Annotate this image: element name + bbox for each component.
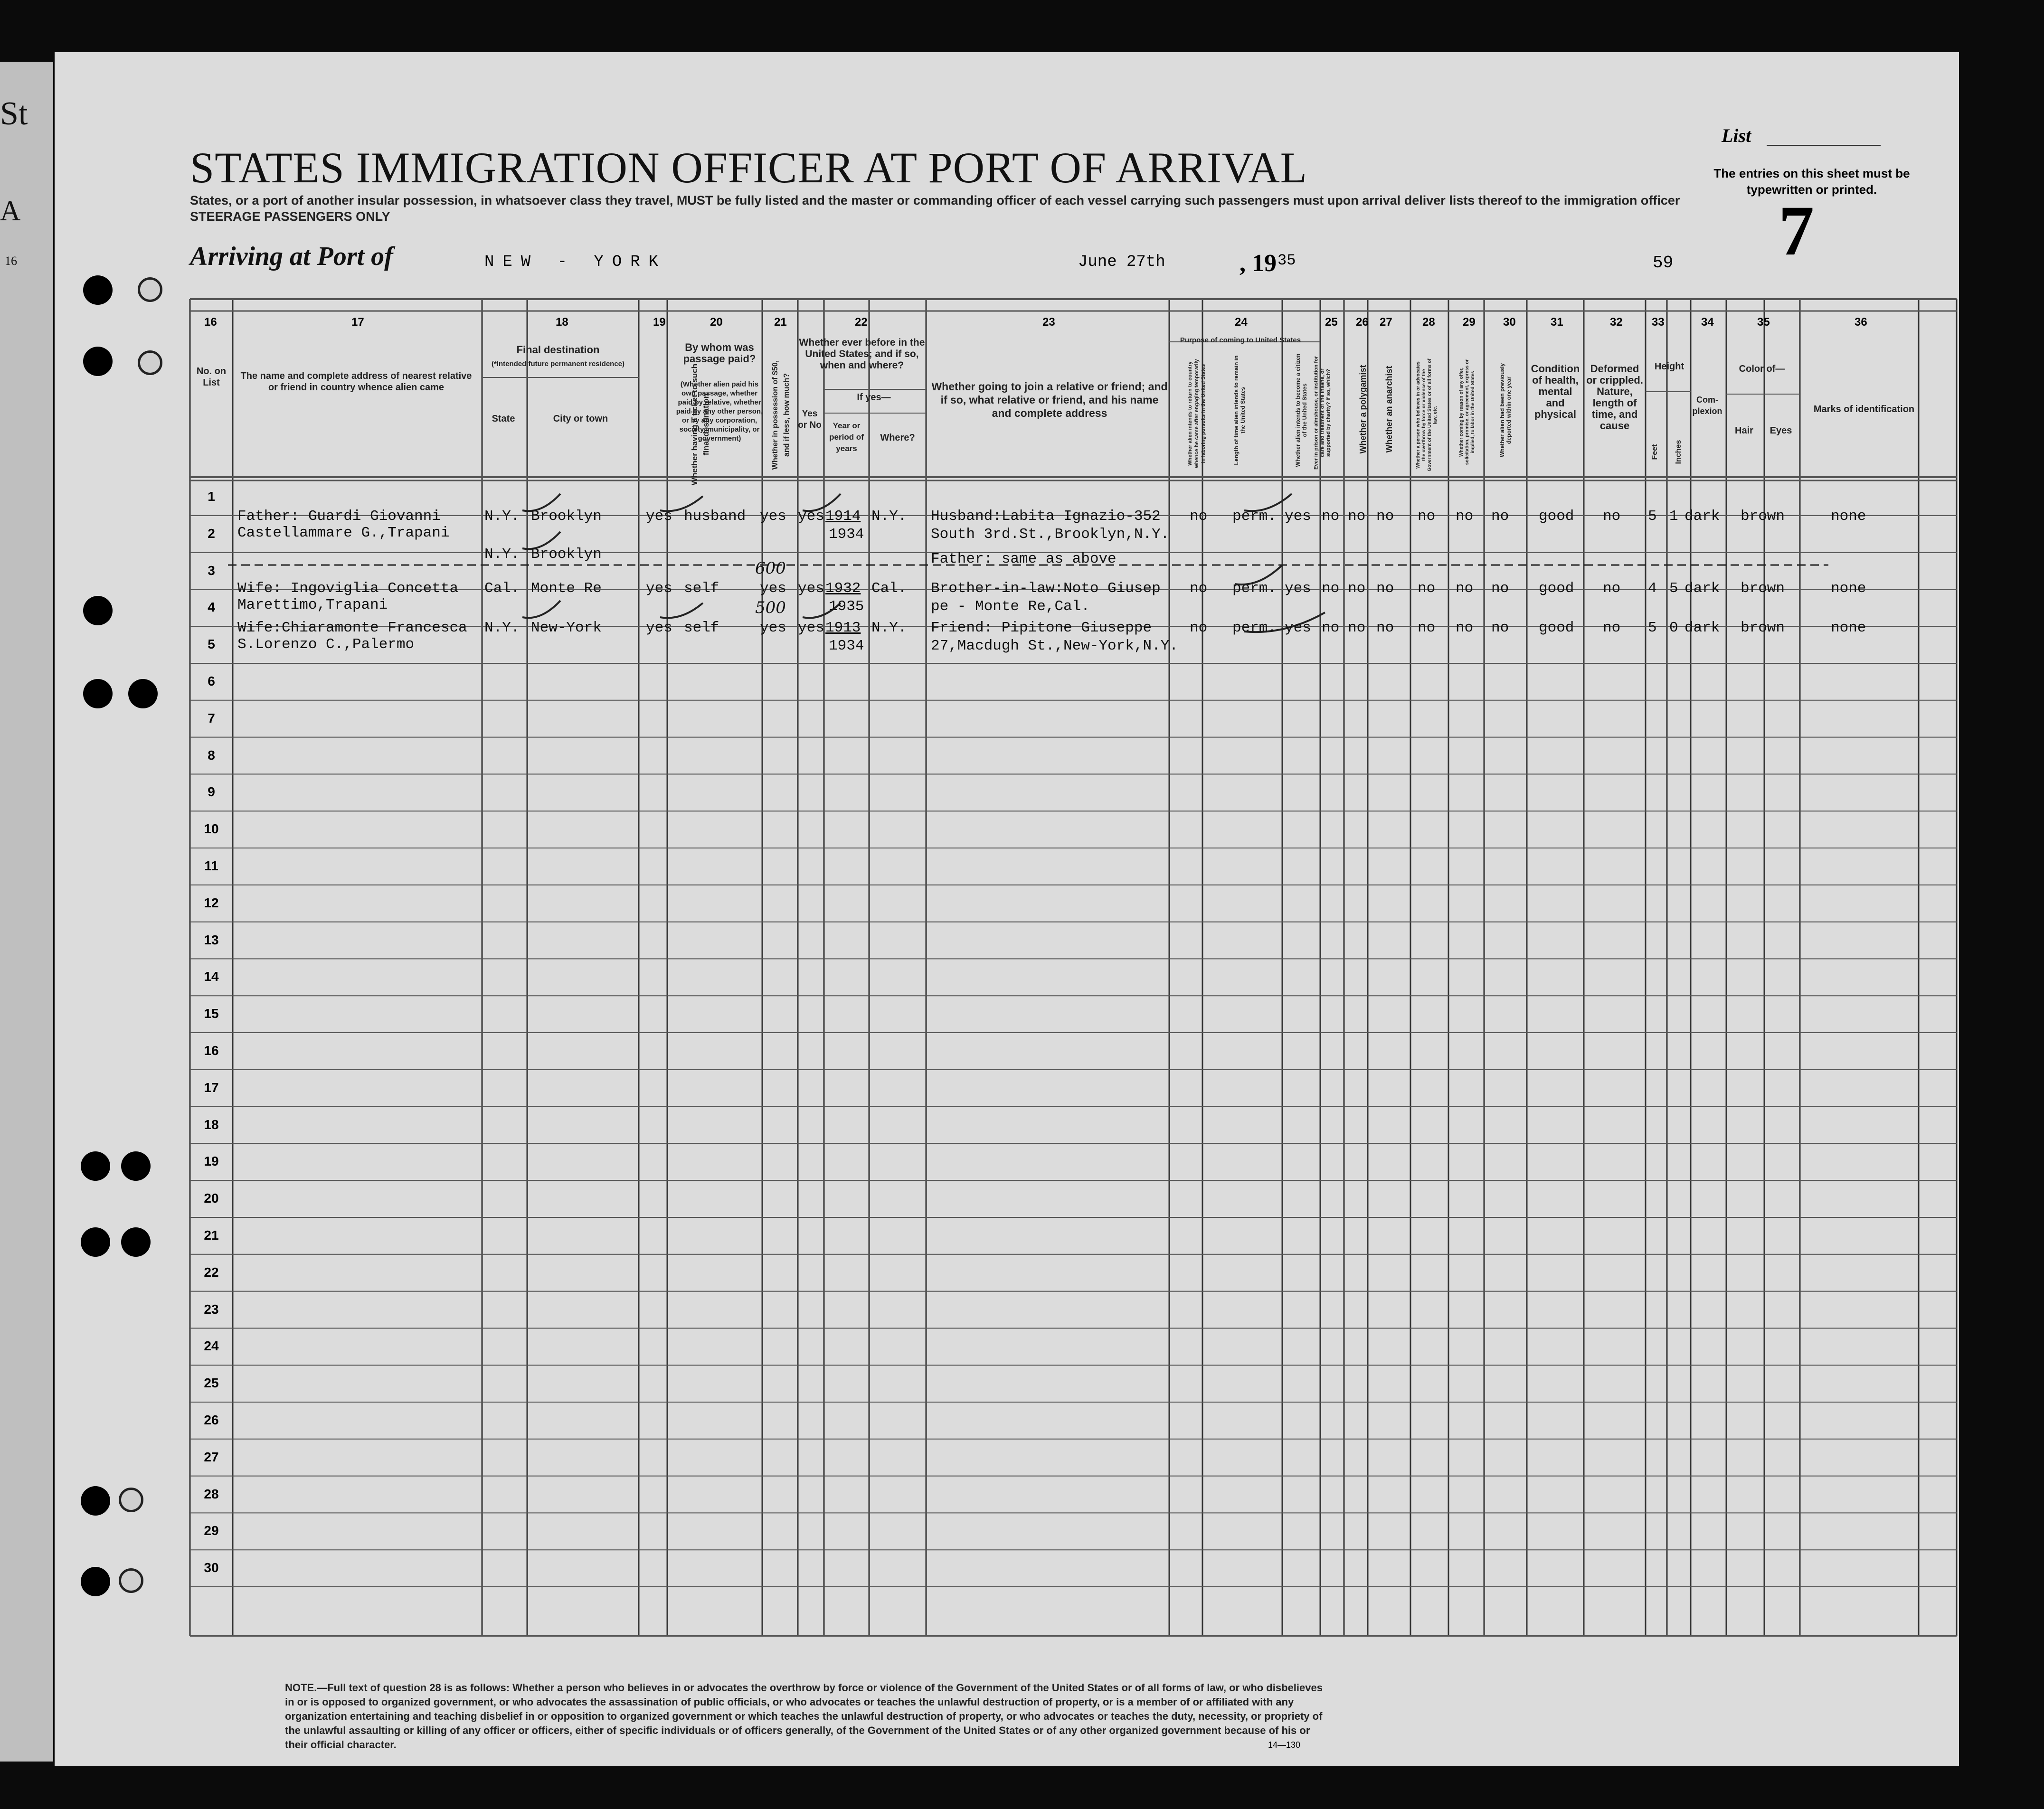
- row-number: 11: [204, 858, 218, 873]
- row-number: 1: [208, 489, 215, 504]
- header-yes-no: Yes or No: [798, 409, 822, 430]
- column-number: 24: [1235, 316, 1248, 329]
- city-cell: Brooklyn: [531, 546, 602, 563]
- row-number: 21: [204, 1228, 219, 1243]
- health-cell: good: [1539, 508, 1574, 525]
- header-final-destination-note: (*Intended future permanent residence): [491, 360, 625, 368]
- possession-cell: yes: [760, 580, 786, 597]
- city-cell: Brooklyn: [531, 508, 602, 525]
- relative-line-1: Father: Guardi Giovanni: [237, 508, 441, 525]
- where-cell: Cal.: [871, 580, 907, 597]
- column-number: 17: [351, 316, 364, 329]
- row-number: 2: [208, 526, 215, 541]
- prison-cell: no: [1322, 580, 1340, 597]
- row-number: 6: [208, 674, 215, 688]
- citizen-cell: yes: [1285, 620, 1311, 636]
- header-no-on-list: No. on List: [196, 366, 227, 388]
- before-cell: yes: [798, 508, 824, 525]
- header-year-period: Year or period of years: [829, 421, 864, 453]
- header-health: Condition of health, mental and physical: [1531, 363, 1580, 420]
- amount-note: 600: [755, 559, 786, 578]
- row-number: 5: [208, 637, 215, 652]
- deported-cell: no: [1491, 620, 1509, 636]
- header-polygamist: Whether a polygamist: [1358, 365, 1368, 454]
- offer-cell: no: [1456, 580, 1474, 597]
- arrival-date: June 27th: [1078, 253, 1165, 271]
- header-color-of: Color of—: [1739, 364, 1785, 374]
- where-cell: N.Y.: [871, 620, 907, 636]
- header-inches: Inches: [1675, 440, 1683, 464]
- header-deported: Whether alien had been previously deported within one year: [1499, 363, 1512, 458]
- deformed-cell: no: [1603, 508, 1621, 525]
- where-cell: N.Y.: [871, 508, 907, 525]
- year-from-cell: 1932: [825, 580, 861, 597]
- row-number: 23: [204, 1301, 219, 1317]
- edge-fragment: 16: [5, 254, 17, 268]
- inches-cell: 0: [1669, 620, 1678, 636]
- header-ticket: Whether having a ticket to such final destination: [690, 364, 710, 485]
- steerage-note: STEERAGE PASSENGERS ONLY: [190, 209, 390, 224]
- relative-line-2: Castellammare G.,Trapani: [237, 525, 450, 541]
- header-hair: Hair: [1735, 425, 1753, 436]
- port-name: NEW - YORK: [484, 253, 667, 271]
- row-number: 29: [204, 1523, 219, 1538]
- ticket-cell: yes: [646, 508, 672, 525]
- overthrow-cell: no: [1418, 508, 1436, 525]
- relative-line-1: Wife: Ingoviglia Concetta: [237, 580, 459, 597]
- header-eyes: Eyes: [1770, 425, 1792, 436]
- offer-cell: no: [1456, 620, 1474, 636]
- marks-cell: none: [1831, 508, 1866, 525]
- joining-line-2: pe - Monte Re,Cal.: [931, 598, 1090, 615]
- inches-cell: 1: [1669, 508, 1678, 525]
- amount-note: 500: [755, 598, 786, 617]
- column-number: 29: [1463, 316, 1476, 329]
- hair-cell: brown: [1741, 508, 1785, 525]
- prison-cell: no: [1322, 508, 1340, 525]
- complexion-cell: dark: [1684, 620, 1720, 636]
- header-if-yes: If yes—: [857, 392, 891, 403]
- ticket-cell: yes: [646, 580, 672, 597]
- row-number: 15: [204, 1006, 219, 1021]
- header-overthrow: Whether a person who believes in or advocates the overthrow by force or violence of the Government of the United States or of all forms of law, etc.: [1416, 358, 1438, 471]
- polygamist-cell: no: [1348, 620, 1366, 636]
- row-number: 26: [204, 1413, 219, 1427]
- row-number: 13: [204, 932, 219, 947]
- deported-cell: no: [1491, 580, 1509, 597]
- row-number: 14: [204, 969, 219, 984]
- header-possession: Whether in possession of $50, and if less, how much?: [771, 360, 791, 470]
- column-number: 21: [774, 316, 787, 329]
- overthrow-cell: no: [1418, 620, 1436, 636]
- return-cell: no: [1190, 620, 1208, 636]
- city-cell: New-York: [531, 620, 602, 636]
- passage-paid-cell: husband: [684, 508, 746, 525]
- arriving-label: Arriving at Port of: [190, 242, 393, 271]
- relative-line-2: S.Lorenzo C.,Palermo: [237, 636, 415, 653]
- header-before: Whether ever before in the United States; and if so, when and where?: [799, 337, 925, 371]
- deformed-cell: no: [1603, 620, 1621, 636]
- check-mark: [522, 601, 560, 618]
- row-number: 20: [204, 1191, 219, 1206]
- state-cell: N.Y.: [484, 620, 520, 636]
- year-to-cell: 1934: [829, 526, 864, 543]
- column-number: 16: [204, 316, 217, 329]
- header-passage-note: (Whether alien paid his own passage, whether paid by relative, whether paid by any other person, or by any corporation, society, municipality, or government): [676, 380, 763, 443]
- row-number: 9: [208, 784, 215, 800]
- column-number: 33: [1652, 316, 1665, 329]
- column-number: 28: [1422, 316, 1435, 329]
- return-cell: no: [1190, 580, 1208, 597]
- joining-line-2: South 3rd.St.,Brooklyn,N.Y.: [931, 526, 1170, 543]
- page-title: STATES IMMIGRATION OFFICER AT PORT OF ARRIVAL: [190, 143, 1307, 192]
- relative-line-1: Wife:Chiaramonte Francesca: [237, 620, 467, 636]
- column-number: 26: [1356, 316, 1369, 329]
- header-joining: Whether going to join a relative or friend; and if so, what relative or friend, and his name and complete address: [931, 380, 1168, 419]
- before-cell: yes: [798, 580, 824, 597]
- row-number: 7: [208, 710, 215, 725]
- header-nearest-relative: The name and complete address of nearest relative or friend in country whence alien came: [240, 371, 472, 393]
- feet-cell: 5: [1648, 508, 1657, 525]
- year-suffix: 35: [1278, 252, 1296, 269]
- column-number: 35: [1757, 316, 1770, 329]
- row-number: 10: [204, 821, 219, 837]
- citizen-cell: yes: [1285, 508, 1311, 525]
- row-number: 18: [204, 1117, 219, 1132]
- edge-fragment: St: [0, 95, 28, 132]
- instructions-line: States, or a port of another insular possession, in whatsoever class they travel, MUST be fully listed and the master or commanding officer of each vessel carrying such passengers must upon arrival deliver lists thereof to the immigration officer: [190, 193, 1680, 207]
- polygamist-cell: no: [1348, 580, 1366, 597]
- marks-cell: none: [1831, 580, 1866, 597]
- before-cell: yes: [798, 620, 824, 636]
- offer-cell: no: [1456, 508, 1474, 525]
- column-number: 27: [1380, 316, 1392, 329]
- row-number: 30: [204, 1560, 219, 1575]
- state-cell: N.Y.: [484, 546, 520, 563]
- anarchist-cell: no: [1376, 508, 1394, 525]
- row-number: 28: [204, 1486, 219, 1501]
- header-prison: Ever in prison or almshouse, or institution for care and treatment of the insane, or supported by charity? If so, which?: [1313, 356, 1332, 470]
- complexion-cell: dark: [1684, 508, 1720, 525]
- possession-cell: yes: [760, 620, 786, 636]
- complexion-cell: dark: [1684, 580, 1720, 597]
- header-citizen: Whether alien intends to become a citizen of the United States: [1295, 353, 1308, 467]
- form-number: 14—130: [1268, 1740, 1301, 1750]
- joining-line-1: Brother-in-law:Noto Giusep: [931, 580, 1161, 597]
- return-cell: no: [1190, 508, 1208, 525]
- header-anarchist: Whether an anarchist: [1384, 366, 1394, 453]
- header-deformed: Deformed or crippled. Nature, length of time, and cause: [1586, 363, 1643, 432]
- header-city: City or town: [553, 414, 608, 424]
- row-number: 24: [204, 1338, 219, 1354]
- year-from-cell: 1913: [825, 620, 861, 636]
- state-cell: N.Y.: [484, 508, 520, 525]
- column-number: 32: [1610, 316, 1623, 329]
- overthrow-cell: no: [1418, 580, 1436, 597]
- header-length: Length of time alien intends to remain in the United States: [1233, 355, 1246, 465]
- health-cell: good: [1539, 580, 1574, 597]
- header-purpose: Purpose of coming to United States: [1180, 336, 1301, 344]
- column-number: 36: [1855, 316, 1867, 329]
- year-from-cell: 1914: [825, 508, 861, 525]
- city-cell: Monte Re: [531, 580, 602, 597]
- row-number: 16: [204, 1043, 219, 1058]
- passage-paid-cell: self: [684, 620, 719, 636]
- column-number: 25: [1325, 316, 1338, 329]
- column-number: 20: [710, 316, 723, 329]
- feet-cell: 4: [1648, 580, 1657, 597]
- feet-cell: 5: [1648, 620, 1657, 636]
- row-number: 19: [204, 1154, 219, 1169]
- row-number: 27: [204, 1449, 219, 1464]
- state-cell: Cal.: [484, 580, 520, 597]
- deported-cell: no: [1491, 508, 1509, 525]
- ticket-cell: yes: [646, 620, 672, 636]
- health-cell: good: [1539, 620, 1574, 636]
- header-marks: Marks of identification: [1813, 404, 1915, 415]
- edge-fragment: A: [0, 195, 21, 226]
- header-feet: Feet: [1651, 444, 1659, 460]
- year-prefix: , 19: [1240, 250, 1277, 277]
- year-to-cell: 1935: [829, 598, 864, 615]
- hair-cell: brown: [1741, 580, 1785, 597]
- column-number: 34: [1701, 316, 1714, 329]
- list-number: 7: [1779, 191, 1814, 270]
- anarchist-cell: no: [1376, 580, 1394, 597]
- anarchist-cell: no: [1376, 620, 1394, 636]
- header-complexion: Com- plexion: [1692, 395, 1722, 416]
- typed-note: The entries on this sheet must be typewritten or printed.: [1713, 166, 1910, 197]
- marks-cell: none: [1831, 620, 1866, 636]
- row-number: 22: [204, 1264, 219, 1280]
- column-number: 22: [855, 316, 868, 329]
- row-number: 12: [204, 895, 219, 910]
- row-number: 8: [208, 747, 215, 763]
- joining-line-1: Father: same as above: [931, 551, 1117, 567]
- length-cell: perm.: [1232, 580, 1277, 597]
- joining-line-1: Friend: Pipitone Giuseppe: [931, 620, 1152, 636]
- column-number: 30: [1503, 316, 1516, 329]
- column-number: 19: [653, 316, 666, 329]
- deformed-cell: no: [1603, 580, 1621, 597]
- joining-line-1: Husband:Labita Ignazio-352: [931, 508, 1161, 525]
- row-number: 4: [208, 600, 215, 615]
- row-number: 17: [204, 1080, 219, 1095]
- joining-line-2: 27,Macdugh St.,New-York,N.Y.: [931, 638, 1178, 654]
- header-where: Where?: [880, 433, 915, 443]
- header-passage: By whom was passage paid?: [683, 341, 756, 365]
- column-number: 31: [1551, 316, 1563, 329]
- column-number: 18: [556, 316, 568, 329]
- length-cell: perm.: [1232, 620, 1277, 636]
- hair-cell: brown: [1741, 620, 1785, 636]
- footnote: NOTE.—Full text of question 28 is as follows: Whether a person who believes in or advocates the overthrow by force or violence of the Government of the United States or of all forms of law, or who disbelieves in or is opposed to organized government, or who advocates the assassination of public officials, or who advocates or teaches the unlawful destruction of property, or is a member of or affiliated with any organization entertaining and teaching disbelief in or opposition to organized government or which teaches the unlawful destruction of property, or who advocates or teaches the duty, necessity, or propriety of the unlawful assaulting or killing of any officer or officers, either of specific individuals or of officers generally, of the Government of the United States or of any other organized government because of his or their official character.: [285, 1682, 1323, 1751]
- citizen-cell: yes: [1285, 580, 1311, 597]
- header-height: Height: [1654, 361, 1684, 372]
- inches-cell: 5: [1669, 580, 1678, 597]
- row-number: 25: [204, 1376, 219, 1391]
- possession-cell: yes: [760, 508, 786, 525]
- polygamist-cell: no: [1348, 508, 1366, 525]
- header-state: State: [492, 414, 515, 424]
- list-label: List: [1722, 125, 1751, 146]
- column-number: 23: [1042, 316, 1055, 329]
- sheet-mark: 59: [1653, 253, 1674, 273]
- passage-paid-cell: self: [684, 580, 719, 597]
- header-purpose-return: Whether alien intends to return to country whence he came after engaging temporarily in laboring pursuits in the United States: [1187, 359, 1206, 468]
- header-final-destination: Final destination: [516, 344, 600, 356]
- header-offer: Whether coming by reason of any offer, solicitation, promise, or agreement, express or implied, to labor in the United States: [1459, 359, 1476, 465]
- prison-cell: no: [1322, 620, 1340, 636]
- length-cell: perm.: [1232, 508, 1277, 525]
- year-to-cell: 1934: [829, 638, 864, 654]
- row-number: 3: [208, 563, 215, 578]
- relative-line-2: Marettimo,Trapani: [237, 597, 388, 613]
